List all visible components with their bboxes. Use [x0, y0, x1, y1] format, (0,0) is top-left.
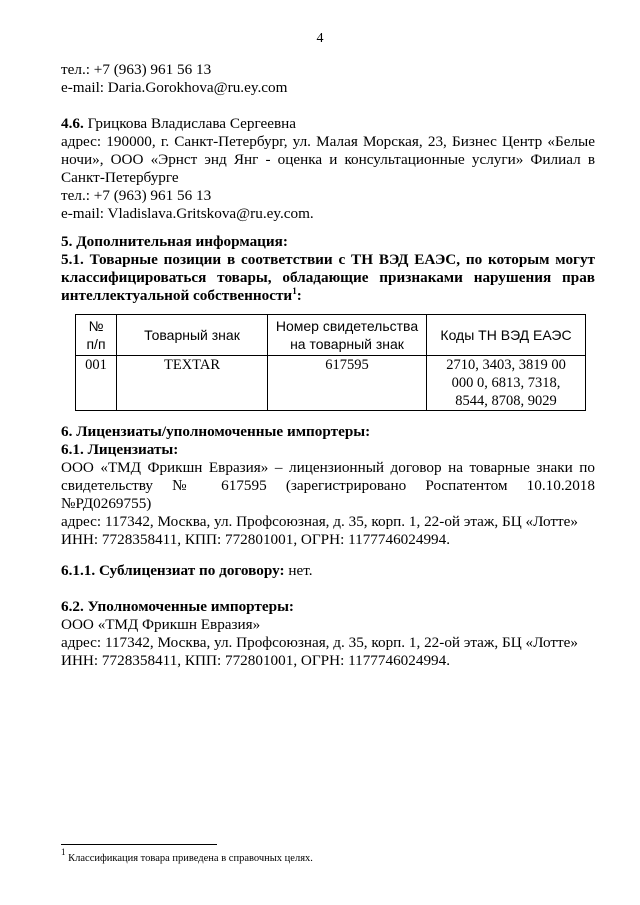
header-certificate — [268, 315, 427, 356]
footnote-reference: 1 — [292, 286, 297, 296]
section-4-6-title — [61, 115, 296, 133]
section-6-1-1 — [61, 562, 313, 580]
section-4-6-phone: тел.: +7 (963) 961 56 13 — [61, 187, 212, 204]
licensee-line-2: свидетельству № 617595 (зарегистрировано Роспатентом 10.10.2018 — [61, 477, 595, 494]
header-cert-line-1: Номер свидетельства — [275, 318, 419, 334]
section-4-6-email: e-mail: Vladislava.Gritskova@ru.ey.com. — [61, 205, 314, 222]
section-4-6-address-line-2: ночи», ООО «Эрнст энд Янг - оценка и консультационные услуги» Филиал в — [61, 151, 595, 168]
footnote-divider — [61, 844, 217, 845]
section-6-1-1-label: 6.1.1. Сублицензиат по договору: — [61, 562, 285, 579]
page-number: 4 — [316, 31, 324, 46]
header-cert-line-2: на товарный знак — [290, 336, 404, 352]
section-5-1-line-1: 5.1. Товарные позиции в соответствии с ТН ВЭД ЕАЭС, по которым могут — [61, 251, 595, 268]
codes-line-2: 000 0, 6813, 7318, — [451, 375, 561, 391]
header-num-line-1: № — [88, 318, 104, 334]
trademark-table — [75, 314, 586, 411]
section-6-1-heading: 6.1. Лицензиаты: — [61, 441, 179, 458]
section-5-1-line-3 — [61, 287, 302, 305]
section-6-1-1-value: нет. — [284, 562, 313, 579]
codes-line-3: 8544, 8708, 9029 — [455, 393, 557, 409]
section-4-6-number: 4.6. — [61, 115, 84, 132]
section-4-6-address-line-1: адрес: 190000, г. Санкт-Петербург, ул. Малая Морская, 23, Бизнес Центр «Белые — [61, 133, 595, 150]
licensee-address: адрес: 117342, Москва, ул. Профсоюзная, д. 35, корп. 1, 22-ой этаж, БЦ «Лотте» — [61, 513, 579, 530]
licensee-line-3: №РД0269755) — [61, 495, 152, 512]
cell-codes — [427, 356, 586, 411]
contact-email: e-mail: Daria.Gorokhova@ru.ey.com — [61, 79, 288, 96]
header-num-line-2: п/п — [86, 336, 106, 352]
cell-certificate: 617595 — [268, 356, 427, 411]
section-5-1-line-3-text: интеллектуальной собственности — [61, 287, 293, 304]
section-6-heading: 6. Лицензиаты/уполномоченные импортеры: — [61, 423, 371, 440]
codes-line-1: 2710, 3403, 3819 00 — [446, 357, 566, 373]
table-header-row — [76, 315, 586, 356]
section-4-6-address-line-3: Санкт-Петербурге — [61, 169, 179, 186]
section-5-1-line-2: классифицироваться товары, обладающие признаками нарушения прав — [61, 269, 595, 286]
header-num — [76, 315, 117, 356]
contact-phone: тел.: +7 (963) 961 56 13 — [61, 61, 212, 78]
footnote-text: Классификация товара приведена в справочных целях. — [65, 853, 313, 864]
section-5-heading: 5. Дополнительная информация: — [61, 233, 288, 250]
section-4-6-name: Грицкова Владислава Сергеевна — [83, 115, 297, 132]
licensee-ids: ИНН: 7728358411, КПП: 772801001, ОГРН: 1177746024994. — [61, 531, 451, 548]
importer-name: ООО «ТМД Фрикшн Евразия» — [61, 616, 261, 633]
table-row — [76, 356, 586, 411]
section-6-2-heading: 6.2. Уполномоченные импортеры: — [61, 598, 294, 615]
header-codes: Коды ТН ВЭД ЕАЭС — [427, 315, 586, 356]
cell-trademark: TEXTAR — [117, 356, 268, 411]
footnote-mark: 1 — [61, 847, 66, 857]
licensee-line-1: ООО «ТМД Фрикшн Евразия» – лицензионный договор на товарные знаки по — [61, 459, 595, 476]
importer-address: адрес: 117342, Москва, ул. Профсоюзная, д. 35, корп. 1, 22-ой этаж, БЦ «Лотте» — [61, 634, 579, 651]
header-trademark: Товарный знак — [117, 315, 268, 356]
footnote — [61, 847, 313, 865]
cell-num: 001 — [76, 356, 117, 411]
importer-ids: ИНН: 7728358411, КПП: 772801001, ОГРН: 1177746024994. — [61, 652, 451, 669]
section-5-1-colon: : — [296, 287, 302, 304]
